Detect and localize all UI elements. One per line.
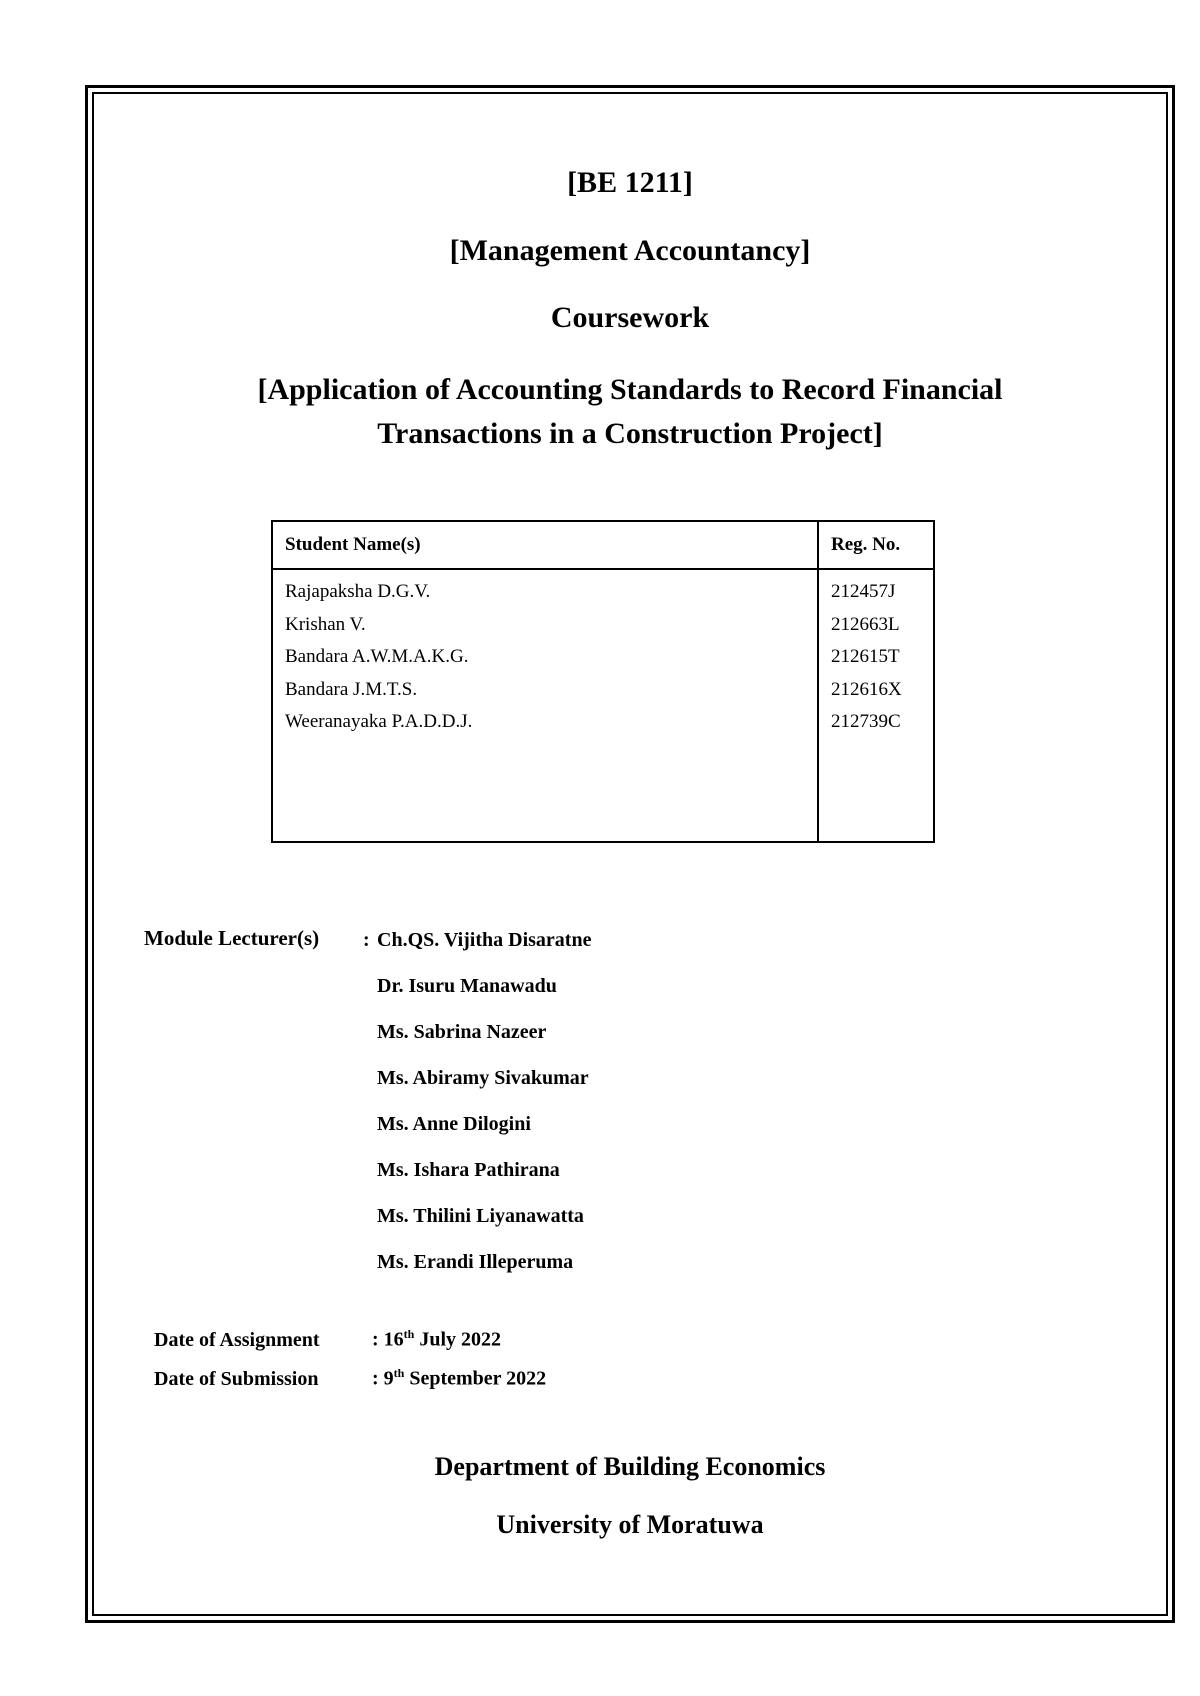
date-of-assignment xyxy=(154,1327,501,1352)
reg-number: 212615T xyxy=(831,646,900,667)
document-type: Coursework xyxy=(550,301,710,334)
date-of-submission-month-year: September 2022 xyxy=(404,1367,547,1390)
course-code: [BE 1211] xyxy=(567,166,693,199)
reg-number: 212663L xyxy=(831,613,900,635)
date-of-submission-day: : 9 xyxy=(372,1367,394,1390)
lecturer-name: Dr. Isuru Manawadu xyxy=(377,975,557,997)
student-name: Rajapaksha D.G.V. xyxy=(285,581,431,602)
student-name: Weeranayaka P.A.D.D.J. xyxy=(285,711,473,732)
date-of-submission xyxy=(154,1366,546,1391)
date-of-assignment-label: Date of Assignment xyxy=(154,1328,320,1351)
lecturer-item xyxy=(363,1018,591,1064)
student-names-cell xyxy=(272,569,818,842)
lecturer-name: Ms. Erandi Illeperuma xyxy=(377,1251,574,1273)
lecturer-item xyxy=(363,926,591,972)
lecturer-item xyxy=(363,1110,591,1156)
lecturer-item xyxy=(363,1248,591,1294)
date-of-submission-label: Date of Submission xyxy=(154,1367,319,1390)
lecturer-item xyxy=(363,1064,591,1110)
column-header-student-name: Student Name(s) xyxy=(272,521,818,569)
date-of-submission-sup: th xyxy=(393,1366,405,1380)
module-name: [Management Accountancy] xyxy=(449,234,811,267)
lecturer-name: Ms. Thilini Liyanawatta xyxy=(377,1205,584,1227)
lecturer-item xyxy=(363,972,591,1018)
reg-number: 212616X xyxy=(831,678,902,700)
department-name: Department of Building Economics xyxy=(434,1452,826,1481)
lecturer-item xyxy=(363,1202,591,1248)
reg-number: 212739C xyxy=(831,711,901,732)
university-name: University of Moratuwa xyxy=(496,1510,764,1539)
lecturer-name: Ms. Anne Dilogini xyxy=(377,1113,531,1135)
lecturer-name: Ms. Sabrina Nazeer xyxy=(377,1021,547,1043)
date-of-assignment-sup: th xyxy=(403,1327,415,1341)
student-name: Krishan V. xyxy=(285,613,366,635)
lecturer-item xyxy=(363,1156,591,1202)
lecturer-name: Ms. Ishara Pathirana xyxy=(377,1159,560,1181)
lecturers-list xyxy=(363,926,591,1294)
lecturer-name: Ch.QS. Vijitha Disaratne xyxy=(377,929,592,951)
lecturer-name: Ms. Abiramy Sivakumar xyxy=(377,1067,589,1089)
coursework-title: [Application of Accounting Standards to Record Financial Transactions in a Construction Project] xyxy=(257,373,1003,450)
student-name: Bandara A.W.M.A.K.G. xyxy=(285,646,469,667)
column-header-reg-no: Reg. No. xyxy=(818,521,934,569)
date-of-assignment-month-year: July 2022 xyxy=(414,1328,502,1351)
date-of-assignment-day: : 16 xyxy=(372,1328,404,1351)
reg-numbers-cell xyxy=(818,569,934,842)
reg-number: 212457J xyxy=(831,581,896,602)
lecturer-separator: : xyxy=(363,929,370,951)
table-header-row xyxy=(272,521,934,569)
lecturers-label: Module Lecturer(s) xyxy=(144,926,320,950)
table-body xyxy=(272,569,934,842)
students-table xyxy=(271,520,935,843)
student-name: Bandara J.M.T.S. xyxy=(285,678,418,700)
